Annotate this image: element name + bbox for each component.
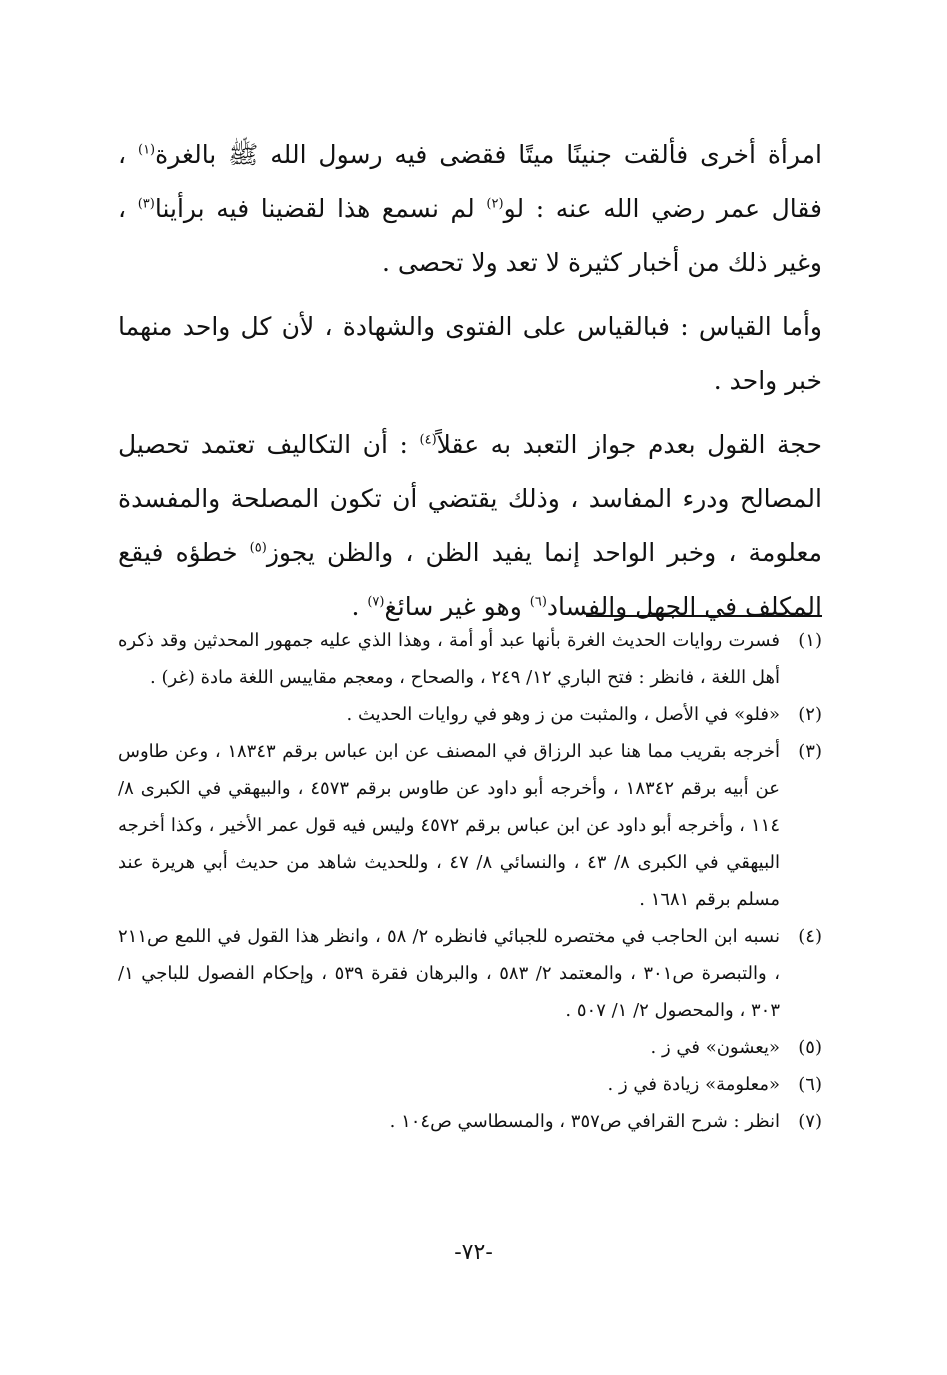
text-segment: وهو غير سائغ xyxy=(384,592,530,621)
footnote-item xyxy=(118,696,822,733)
footnote-number: (٥) xyxy=(798,1037,822,1058)
footnote-text: انظر : شرح القرافي ص٣٥٧ ، والمسطاسي ص١٠٤ . xyxy=(389,1111,780,1132)
footnotes xyxy=(118,622,822,1140)
footnote-item xyxy=(118,1066,822,1103)
footnote-ref[interactable]: (٦) xyxy=(529,594,547,610)
footnote-text: نسبه ابن الحاجب في مختصره للجبائي فانظره ٢/ ٥٨ ، وانظر هذا القول في اللمع ص٢١١ ، والتبصرة ص٣٠١ ، والمعتمد ٢/ ٥٨٣ ، والبرهان فقرة ٥٣٩ ، وإحكام الفصول للباجي ١/ ٣٠٣ ، والمحصول ٢/ ١/ ٥٠٧ . xyxy=(118,926,781,1021)
text-segment: . xyxy=(351,592,368,621)
footnote-text: أخرجه بقريب مما هنا عبد الرزاق في المصنف عن ابن عباس برقم ١٨٣٤٣ ، وعن طاوس عن أبيه برقم ١٨٣٤٢ ، وأخرجه أبو داود عن طاوس برقم ٤٥٧٣ ، والبيهقي في الكبرى ٨/ ١١٤ ، وأخرجه أبو داود عن ابن عباس برقم ٤٥٧٢ وليس فيه قول عمر الأخير ، وكذا أخرجه البيهقي في الكبرى ٨/ ٤٣ ، والنسائي ٨/ ٤٧ ، وللحديث شاهد من حديث أبي هريرة عند مسلم برقم ١٦٨١ . xyxy=(118,741,780,910)
paragraph-1 xyxy=(118,128,822,290)
text-segment: وأما القياس : فبالقياس على الفتوى والشهادة ، لأن كل واحد منهما خبر واحد . xyxy=(118,312,822,395)
page-number: -٧٢- xyxy=(454,1240,493,1265)
footnote-ref[interactable]: (٧) xyxy=(367,594,385,610)
footnote-item xyxy=(118,1103,822,1140)
footnote-number: (٧) xyxy=(798,1111,822,1132)
footnote-item xyxy=(118,1029,822,1066)
footnote-text: فسرت روايات الحديث الغرة بأنها عبد أو أمة ، وهذا الذي عليه جمهور المحدثين وقد ذكره أهل اللغة ، فانظر : فتح الباري ١٢/ ٢٤٩ ، والصحاح ، ومعجم مقاييس اللغة مادة (غر) . xyxy=(118,630,780,688)
paragraph-2 xyxy=(118,300,822,408)
footnote-ref[interactable]: (٣) xyxy=(137,196,155,212)
footnote-ref[interactable]: (٥) xyxy=(249,540,267,556)
text-segment: ، وغير ذلك من أخبار كثيرة لا تعد ولا تحصى . xyxy=(118,194,822,277)
text-segment: لم نسمع هذا لقضينا فيه برأينا xyxy=(154,194,487,223)
footnote-ref[interactable]: (٢) xyxy=(486,196,504,212)
footnote-number: (١) xyxy=(798,630,822,651)
footnote-text: «معلومة» زيادة في ز . xyxy=(607,1074,780,1095)
footnote-item xyxy=(118,622,822,696)
footnote-text: «فلو» في الأصل ، والمثبت من ز وهو في روايات الحديث . xyxy=(346,704,780,725)
paragraph-3 xyxy=(118,418,822,634)
text-segment: خطؤه فيقع المكلف في الجهل والفساد xyxy=(118,538,822,621)
footnote-number: (٤) xyxy=(798,926,822,947)
footnote-ref[interactable]: (١) xyxy=(137,142,156,158)
text-segment: ، فقال عمر رضي الله عنه : لو xyxy=(118,140,822,223)
footnote-number: (٣) xyxy=(798,741,822,762)
text-segment: امرأة أخرى فألقت جنينًا ميتًا فقضى فيه رسول الله ﷺ بالغرة xyxy=(155,140,822,169)
text-segment: حجة القول بعدم جواز التعبد به عقلاً xyxy=(436,430,822,459)
footnote-item xyxy=(118,733,822,918)
main-text xyxy=(118,128,822,644)
footnote-divider xyxy=(586,615,822,617)
footnote-text: «يعشون» في ز . xyxy=(650,1037,780,1058)
text-segment: : أن التكاليف تعتمد تحصيل المصالح ودرء المفاسد ، وذلك يقتضي أن تكون المصلحة والمفسدة معلومة ، وخبر الواحد إنما يفيد الظن ، والظن يجوز xyxy=(118,430,822,567)
footnote-number: (٢) xyxy=(798,704,822,725)
footnote-ref[interactable]: (٤) xyxy=(419,432,437,448)
footnote-item xyxy=(118,918,822,1029)
footnote-number: (٦) xyxy=(798,1074,822,1095)
